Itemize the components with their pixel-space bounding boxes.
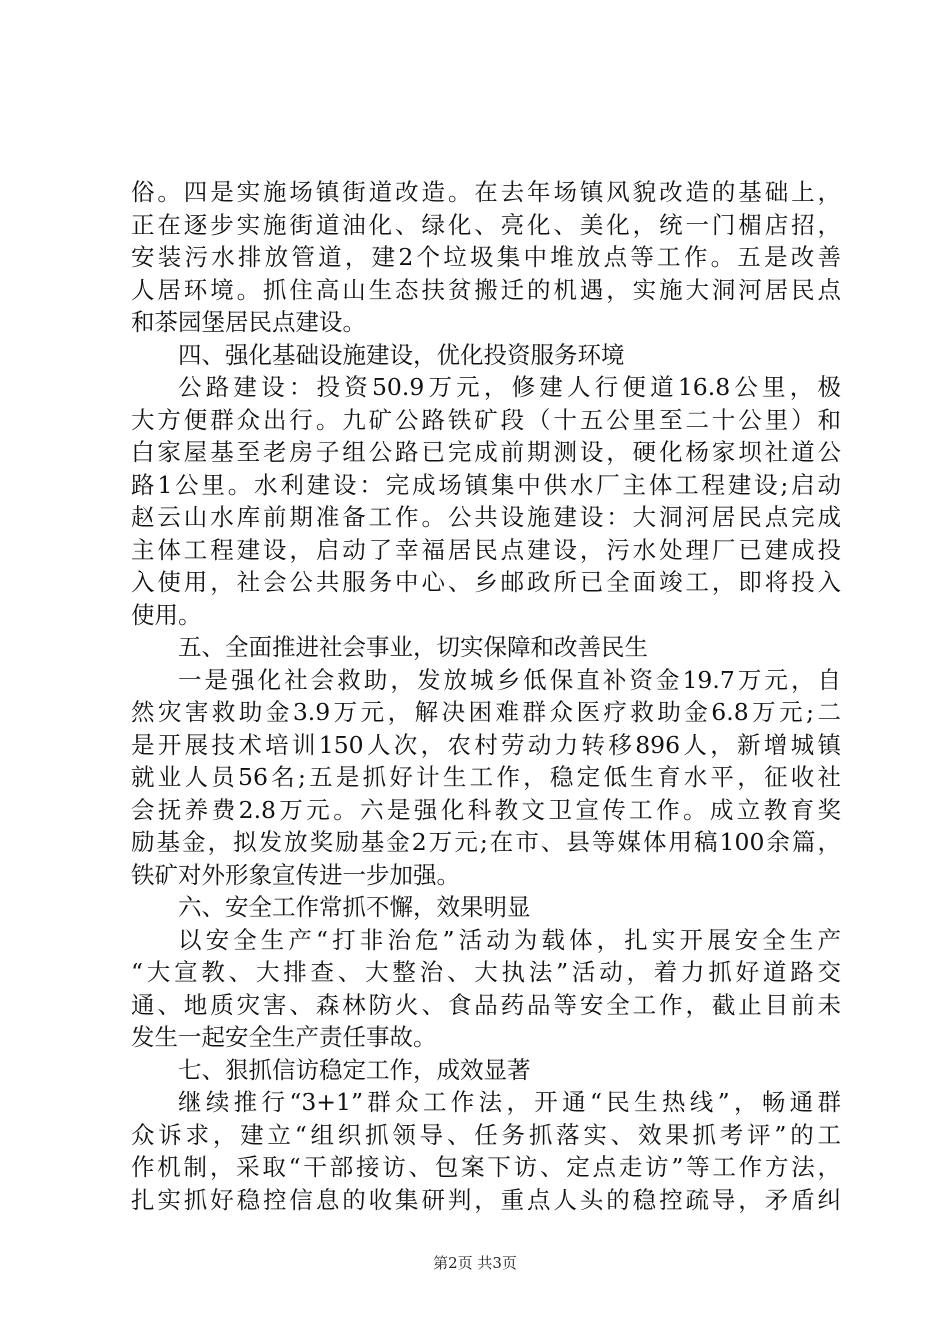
text-line: 众诉求，建立“组织抓领导、任务抓落实、效果抓考评”的工: [131, 1120, 841, 1149]
text-line: 主体工程建设，启动了幸福居民点建设，污水处理厂已建成投: [131, 535, 841, 564]
text-line: 励基金，拟发放奖励基金2万元;在市、县等媒体用稿100余篇，: [131, 828, 841, 856]
text-line: 继续推行“3+1”群众工作法，开通“民生热线”，畅通群: [178, 1088, 841, 1116]
text-line: 公路建设：投资50.9万元，修建人行便道16.8公里，极: [178, 373, 841, 401]
text-line: 路1公里。水利建设：完成场镇集中供水厂主体工程建设;启动: [131, 470, 841, 499]
page-footer: 第2页 共3页: [433, 1254, 517, 1272]
text-line: 使用。: [131, 600, 202, 629]
text-line: 通、地质灾害、森林防火、食品药品等安全工作，截止目前未: [131, 990, 841, 1019]
text-line: 人居环境。抓住高山生态扶贫搬迁的机遇，实施大洞河居民点: [131, 275, 841, 304]
text-line: 发生一起安全生产责任事故。: [131, 1023, 437, 1051]
text-line: “大宣教、大排查、大整治、大执法”活动，着力抓好道路交: [131, 958, 841, 986]
text-line: 一是强化社会救助，发放城乡低保直补资金19.7万元，自: [178, 665, 841, 694]
section-heading: 七、狠抓信访稳定工作，成效显著: [178, 1055, 531, 1084]
text-line: 正在逐步实施街道油化、绿化、亮化、美化，统一门楣店招，: [131, 210, 841, 239]
text-line: 作机制，采取“干部接访、包案下访、定点走访”等工作方法，: [131, 1153, 841, 1181]
section-heading: 四、强化基础设施建设，优化投资服务环境: [178, 340, 625, 369]
text-line: 以安全生产“打非治危”活动为载体，扎实开展安全生产: [178, 925, 841, 954]
text-line: 安装污水排放管道，建2个垃圾集中堆放点等工作。五是改善: [131, 243, 841, 271]
text-line: 然灾害救助金3.9万元，解决困难群众医疗救助金6.8万元;二: [131, 698, 841, 726]
text-line: 是开展技术培训150人次，农村劳动力转移896人，新增城镇: [131, 730, 841, 759]
document-body: [131, 176, 841, 1216]
text-line: 铁矿对外形象宣传进一步加强。: [131, 860, 460, 889]
text-line: 扎实抓好稳控信息的收集研判，重点人头的稳控疏导，矛盾纠: [131, 1185, 841, 1214]
text-line: 白家屋基至老房子组公路已完成前期测设，硬化杨家坝社道公: [131, 438, 841, 466]
text-line: 就业人员56名;五是抓好计生工作，稳定低生育水平，征收社: [131, 763, 841, 791]
text-line: 会抚养费2.8万元。六是强化科教文卫宣传工作。成立教育奖: [131, 795, 841, 824]
text-line: 入使用，社会公共服务中心、乡邮政所已全面竣工，即将投入: [131, 568, 841, 596]
text-line: 大方便群众出行。九矿公路铁矿段（十五公里至二十公里）和: [131, 405, 841, 434]
section-heading: 六、安全工作常抓不懈，效果明显: [178, 893, 531, 921]
text-line: 和茶园堡居民点建设。: [131, 308, 366, 336]
text-line: 俗。四是实施场镇街道改造。在去年场镇风貌改造的基础上，: [131, 178, 841, 206]
text-line: 赵云山水库前期准备工作。公共设施建设：大洞河居民点完成: [131, 503, 841, 531]
section-heading: 五、全面推进社会事业，切实保障和改善民生: [178, 633, 648, 661]
